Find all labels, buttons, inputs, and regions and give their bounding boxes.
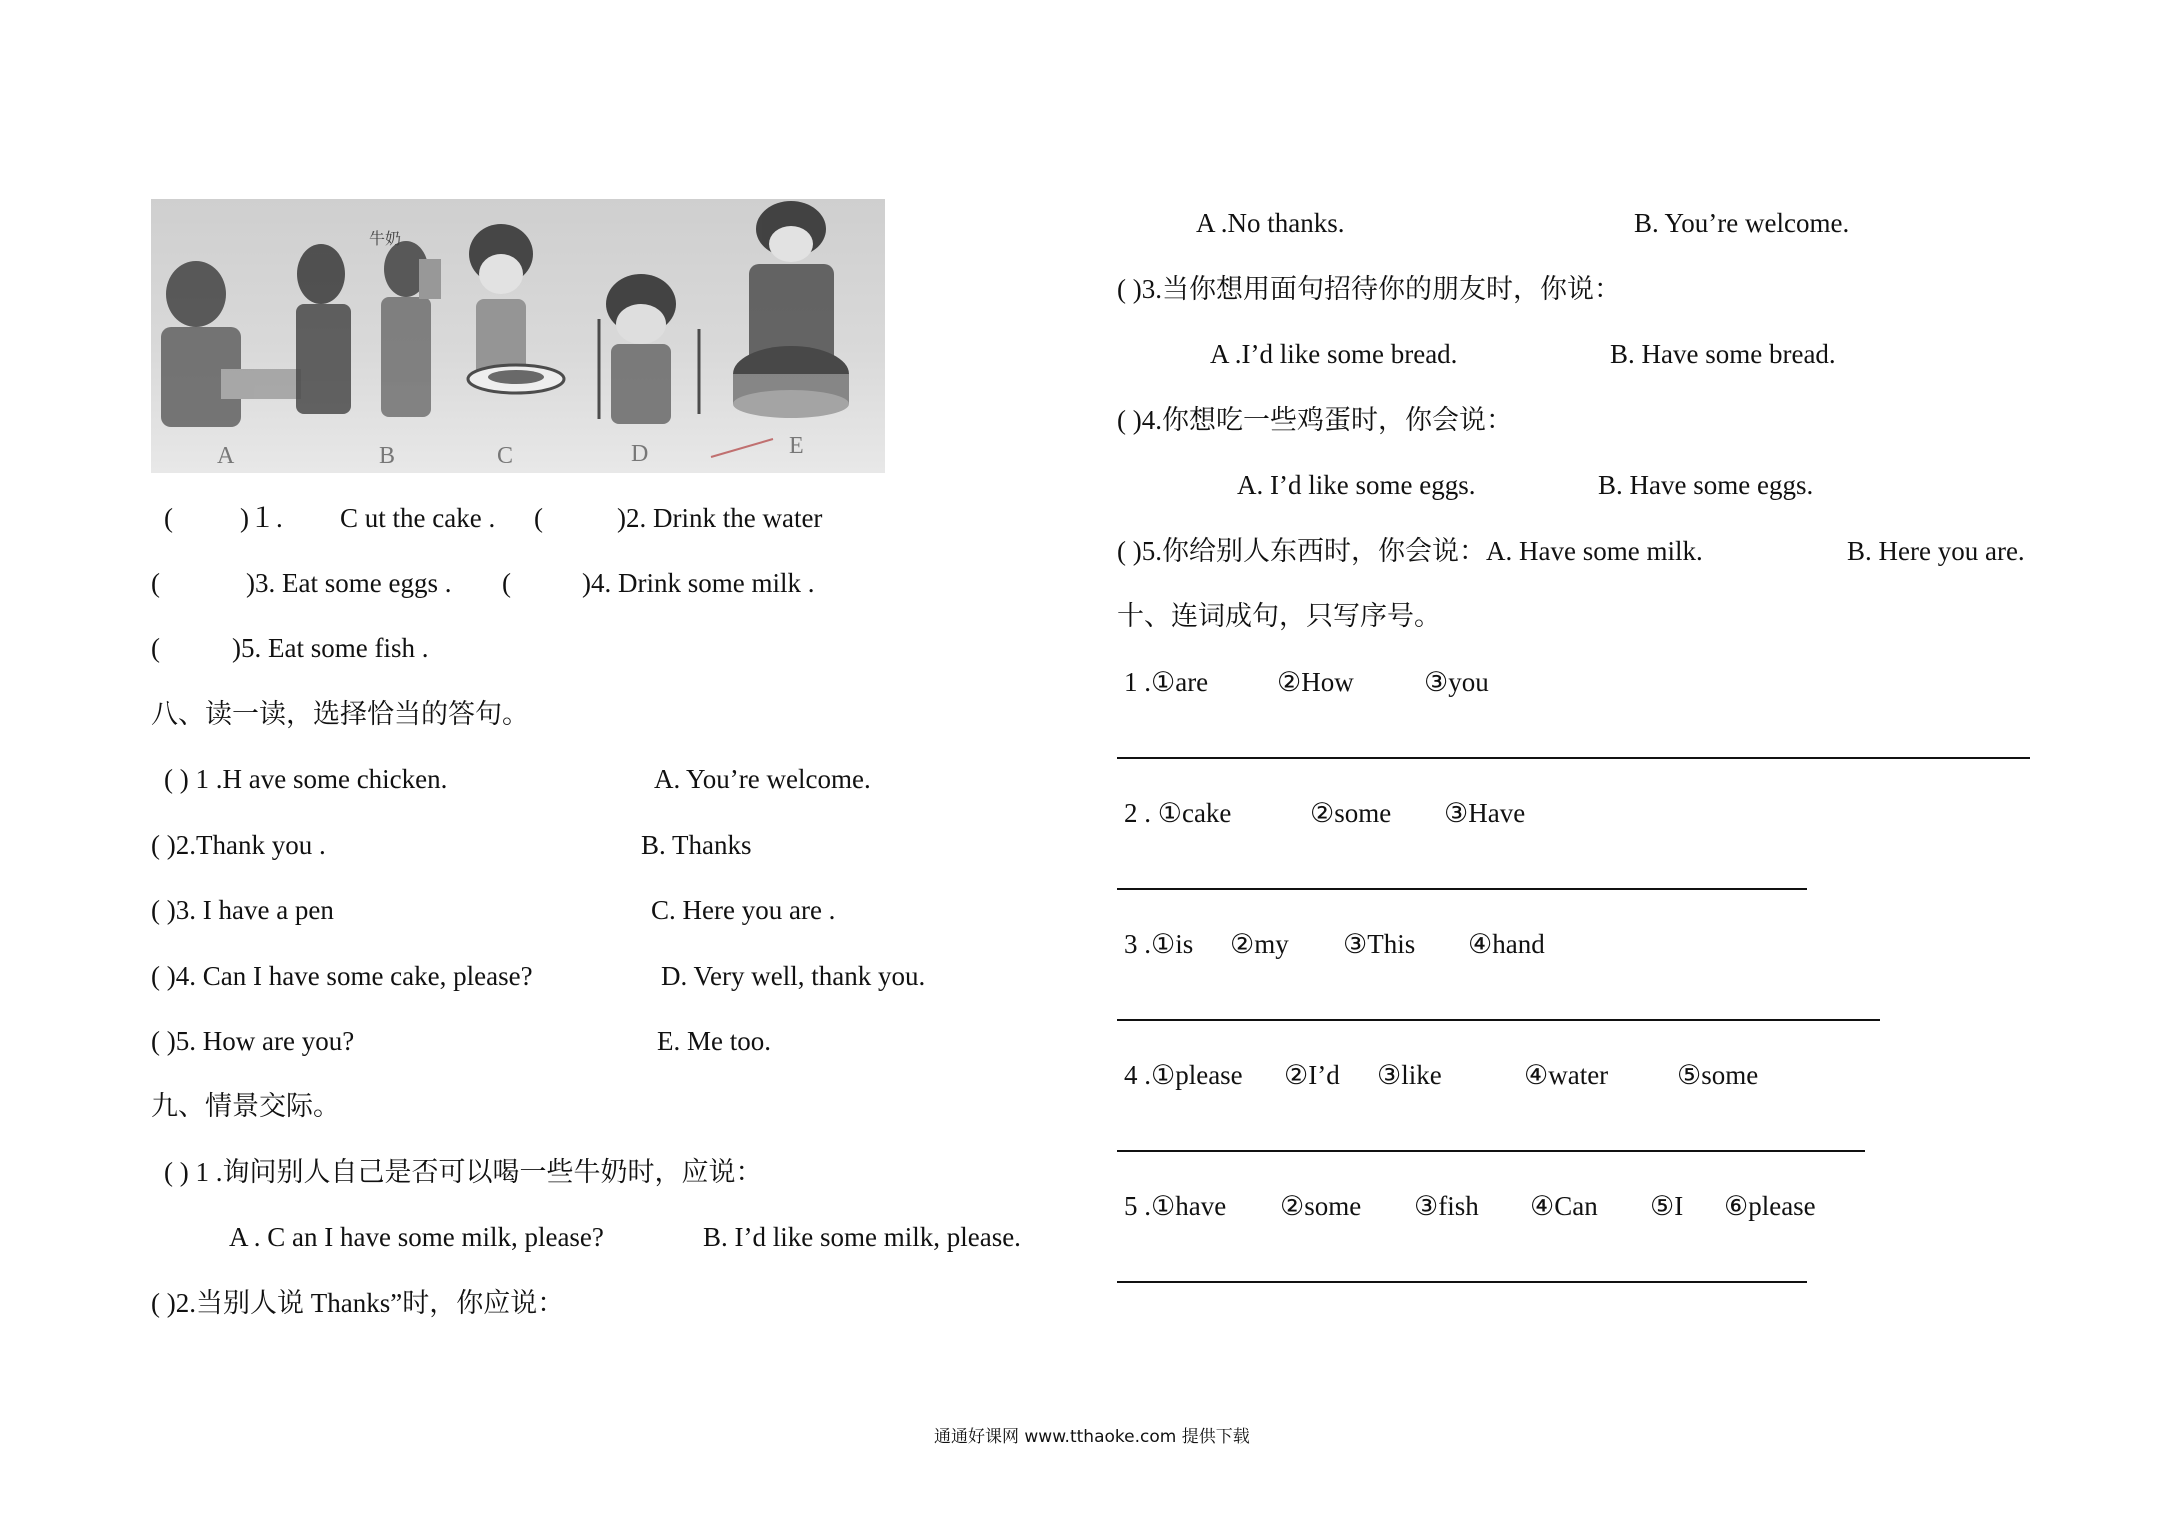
match-paren-open-5: (	[151, 633, 160, 663]
section-9-title: 九、情景交际。	[151, 1091, 340, 1121]
match-item-1-num: )１.	[240, 503, 283, 533]
picture-drawing	[151, 199, 885, 473]
s10-q4-word-4: ④water	[1524, 1060, 1609, 1090]
s9-q3-option-a: A .I’d like some bread.	[1210, 339, 1458, 369]
s10-q4-word-5: ⑤some	[1677, 1060, 1759, 1090]
s8-question-1: ( ) 1 .H ave some chicken.	[164, 764, 448, 794]
s10-q5-word-3: ③fish	[1414, 1191, 1479, 1221]
match-item-4: )4. Drink some milk .	[582, 568, 815, 598]
s10-q4-word-3: ③like	[1377, 1060, 1442, 1090]
s9-q3-option-b: B. Have some bread.	[1610, 339, 1836, 369]
exercise-picture	[151, 199, 885, 473]
match-item-2: )2. Drink the water	[617, 503, 823, 533]
s10-q2-word-3: ③Have	[1444, 798, 1526, 828]
s10-q5-word-1: 5 .①have	[1124, 1191, 1227, 1221]
s10-q3-word-1: 3 .①is	[1124, 929, 1194, 959]
s10-q5-word-6: ⑥please	[1724, 1191, 1816, 1221]
page-footer: 通通好课网 www.tthaoke.com 提供下载	[934, 1427, 1250, 1447]
match-paren-open-4: (	[502, 568, 511, 598]
match-paren-open-3: (	[151, 568, 160, 598]
s10-q4-word-2: ②I’d	[1284, 1060, 1340, 1090]
s9-question-2: ( )2.当别人说 Thanks”时，你应说：	[151, 1288, 565, 1318]
s10-q5-word-4: ④Can	[1530, 1191, 1598, 1221]
s10-q2-word-1: 2 . ①cake	[1124, 798, 1232, 828]
s9-q1-option-a: A . C an I have some milk, please?	[229, 1222, 604, 1252]
s9-question-1: ( ) 1 .询问别人自己是否可以喝一些牛奶时，应说：	[164, 1157, 763, 1187]
s9-q1-option-b: B. I’d like some milk, please.	[703, 1222, 1021, 1252]
picture-scrawl: 牛奶	[369, 231, 402, 248]
s10-q5-word-2: ②some	[1280, 1191, 1362, 1221]
s10-answer-line-5	[1117, 1281, 1807, 1283]
s9-question-4: ( )4.你想吃一些鸡蛋时，你会说：	[1117, 405, 1513, 435]
s9-q4-option-a: A. I’d like some eggs.	[1237, 470, 1476, 500]
picture-label-c: C	[497, 443, 514, 469]
s9-question-3: ( )3.当你想用面句招待你的朋友时，你说：	[1117, 274, 1621, 304]
s10-q3-word-4: ④hand	[1468, 929, 1545, 959]
s10-q3-word-2: ②my	[1230, 929, 1289, 959]
s8-answer-b: B. Thanks	[641, 830, 752, 860]
s8-answer-c: C. Here you are .	[651, 895, 836, 925]
picture-label-a: A	[217, 443, 235, 469]
s9-question-5: ( )5.你给别人东西时，你会说：A. Have some milk.	[1117, 536, 1703, 566]
s10-answer-line-3	[1117, 1019, 1880, 1021]
s8-question-5: ( )5. How are you?	[151, 1026, 355, 1056]
section-8-title: 八、读一读，选择恰当的答句。	[151, 699, 529, 729]
s10-q1-word-2: ②How	[1277, 667, 1354, 697]
s10-q4-word-1: 4 .①please	[1124, 1060, 1243, 1090]
s8-answer-a: A. You’re welcome.	[654, 764, 871, 794]
s8-answer-e: E. Me too.	[657, 1026, 771, 1056]
match-paren-open-1: (	[164, 503, 173, 533]
section-10-title: 十、连词成句，只写序号。	[1117, 601, 1441, 631]
s9-q5-option-b: B. Here you are.	[1847, 536, 2025, 566]
s9-q2-option-a: A .No thanks.	[1196, 208, 1345, 238]
s8-question-4: ( )4. Can I have some cake, please?	[151, 961, 533, 991]
s10-q5-word-5: ⑤I	[1650, 1191, 1684, 1221]
match-paren-open-2: (	[534, 503, 543, 533]
s9-q4-option-b: B. Have some eggs.	[1598, 470, 1814, 500]
s8-question-2: ( )2.Thank you .	[151, 830, 326, 860]
picture-label-d: D	[631, 441, 649, 467]
s10-answer-line-1	[1117, 757, 2030, 759]
picture-label-b: B	[379, 443, 396, 469]
s8-answer-d: D. Very well, thank you.	[661, 961, 926, 991]
match-item-1-text: C ut the cake .	[340, 503, 496, 533]
s9-q2-option-b: B. You’re welcome.	[1634, 208, 1850, 238]
s10-q1-word-3: ③you	[1424, 667, 1489, 697]
s10-answer-line-2	[1117, 888, 1807, 890]
s10-q1-word-1: 1 .①are	[1124, 667, 1209, 697]
s8-question-3: ( )3. I have a pen	[151, 895, 334, 925]
match-item-3: )3. Eat some eggs .	[246, 568, 452, 598]
picture-label-e: E	[789, 433, 804, 459]
s10-q2-word-2: ②some	[1310, 798, 1392, 828]
s10-answer-line-4	[1117, 1150, 1865, 1152]
match-item-5: )5. Eat some fish .	[232, 633, 429, 663]
s10-q3-word-3: ③This	[1343, 929, 1416, 959]
